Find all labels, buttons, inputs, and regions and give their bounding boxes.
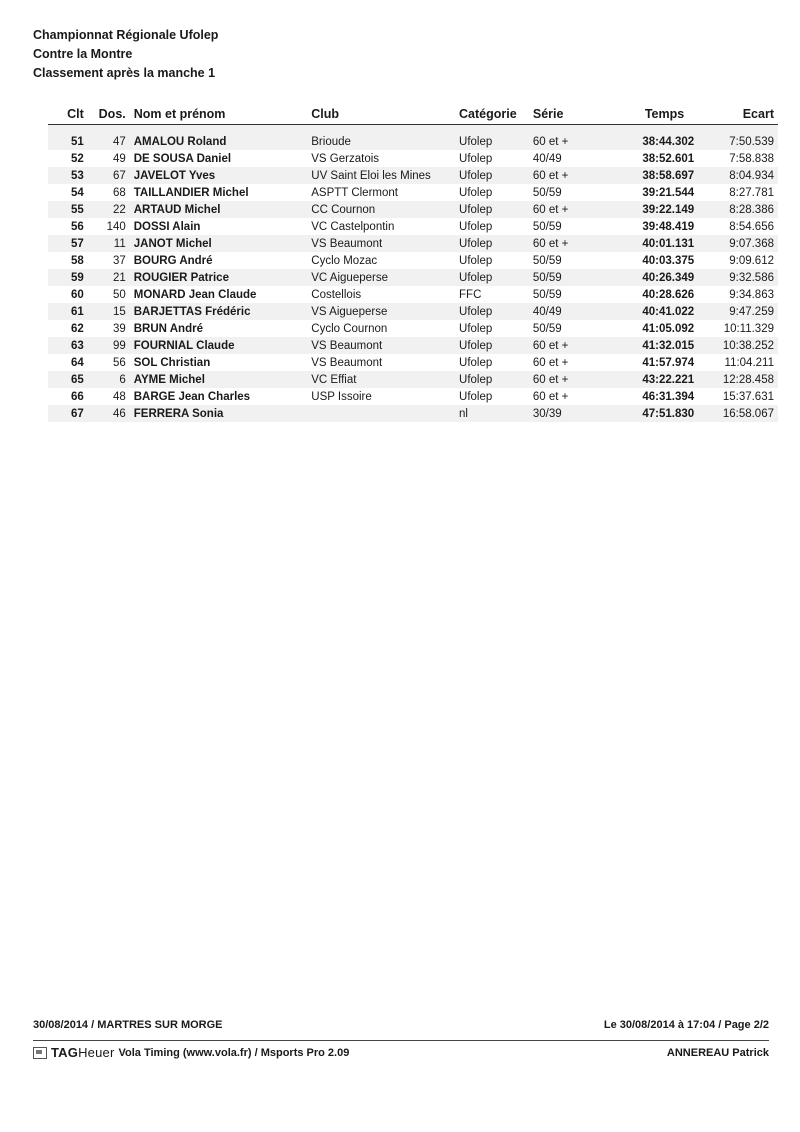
rider-name-cell: DE SOUSA Daniel (133, 152, 232, 165)
category-cell: Ufolep (459, 235, 533, 252)
series-cell: 60 et + (533, 337, 603, 354)
gap-cell: 9:07.368 (694, 235, 778, 252)
rider-name-cell: JANOT Michel (134, 235, 312, 252)
rank-cell: 65 (48, 371, 90, 388)
rider-name-cell: FERRERA Sonia (134, 405, 312, 422)
rank-cell: 51 (48, 125, 90, 151)
brand-logo-light: Heuer (78, 1045, 115, 1060)
bib-cell: 48 (112, 390, 126, 403)
document-header (33, 26, 218, 83)
event-date-location: 30/08/2014 / MARTRES SUR MORGE (33, 1019, 223, 1031)
column-header-gap: Ecart (694, 104, 778, 125)
rank-cell: 63 (48, 337, 90, 354)
rank-cell: 58 (71, 254, 84, 267)
table-row (48, 125, 778, 151)
series-cell: 60 et + (532, 390, 569, 403)
bib-cell: 68 (112, 186, 126, 199)
category-cell: Ufolep (459, 201, 533, 218)
series-cell: 50/59 (532, 220, 562, 233)
software-credit: Vola Timing (www.vola.fr) / Msports Pro 2.09 (118, 1046, 350, 1059)
table-row (48, 354, 778, 371)
bib-cell: 140 (106, 220, 126, 233)
category-cell: Ufolep (459, 356, 493, 369)
club-cell: UV Saint Eloi les Mines (311, 167, 459, 184)
rider-name-cell: MONARD Jean Claude (133, 288, 257, 301)
results-body (48, 125, 778, 423)
bib-cell: 50 (112, 288, 126, 301)
rank-cell: 67 (48, 405, 90, 422)
rank-cell: 66 (71, 390, 84, 403)
time-cell: 40:26.349 (603, 269, 695, 286)
table-row (48, 320, 778, 337)
table-row (48, 269, 778, 286)
column-header-series: Série (533, 104, 603, 125)
bib-cell: 49 (112, 152, 126, 165)
rider-name-cell: ARTAUD Michel (134, 201, 312, 218)
timing-credit (33, 1045, 349, 1060)
operator-name: ANNEREAU Patrick (666, 1047, 769, 1059)
gap-cell: 10:11.329 (723, 322, 774, 335)
category-cell: Ufolep (459, 220, 493, 233)
category-cell: Ufolep (459, 152, 493, 165)
club-cell (311, 405, 459, 422)
table-header-row (48, 104, 778, 125)
category-cell: Ufolep (459, 186, 493, 199)
rider-name-cell: DOSSI Alain (133, 220, 201, 233)
category-cell: Ufolep (459, 322, 493, 335)
bib-cell: 46 (90, 405, 134, 422)
bib-cell: 47 (90, 125, 134, 151)
bib-cell: 6 (90, 371, 134, 388)
gap-cell: 8:54.656 (729, 220, 774, 233)
table-row (48, 150, 778, 167)
club-cell: VS Gerzatois (311, 152, 380, 165)
time-cell: 40:03.375 (642, 254, 695, 267)
series-cell: 50/59 (532, 288, 562, 301)
time-cell: 38:52.601 (642, 152, 695, 165)
series-cell: 60 et + (533, 235, 603, 252)
table-row (48, 167, 778, 184)
club-cell: VC Aigueperse (311, 269, 459, 286)
gap-cell: 9:47.259 (694, 303, 778, 320)
table-row (48, 184, 778, 201)
series-cell: 60 et + (533, 125, 603, 151)
table-row (48, 303, 778, 320)
time-cell: 39:48.419 (642, 220, 695, 233)
club-cell: VS Beaumont (311, 235, 459, 252)
category-cell: Ufolep (459, 390, 493, 403)
time-cell: 41:05.092 (642, 322, 695, 335)
gap-cell: 8:27.781 (729, 186, 774, 199)
bib-cell: 15 (90, 303, 134, 320)
series-cell: 50/59 (532, 186, 562, 199)
time-cell: 40:28.626 (642, 288, 695, 301)
results-table (48, 104, 778, 422)
series-cell: 60 et + (532, 356, 569, 369)
table-row (48, 405, 778, 422)
column-header-club: Club (311, 104, 459, 125)
bib-cell: 22 (90, 201, 134, 218)
time-cell: 40:01.131 (603, 235, 695, 252)
table-row (48, 218, 778, 235)
series-cell: 60 et + (533, 167, 603, 184)
time-cell: 40:41.022 (603, 303, 695, 320)
club-cell: VS Aigueperse (311, 303, 459, 320)
time-cell: 39:22.149 (603, 201, 695, 218)
rank-cell: 52 (71, 152, 84, 165)
rank-cell: 60 (71, 288, 84, 301)
gap-cell: 15:37.631 (722, 390, 774, 403)
time-cell: 46:31.394 (642, 390, 695, 403)
rank-cell: 59 (48, 269, 90, 286)
category-cell: Ufolep (459, 371, 533, 388)
rank-cell: 53 (48, 167, 90, 184)
series-cell: 50/59 (533, 269, 603, 286)
championship-title: Championnat Régionale Ufolep (33, 28, 219, 42)
club-cell: Costellois (311, 288, 362, 301)
category-cell: FFC (459, 288, 482, 301)
category-cell: nl (459, 405, 533, 422)
rider-name-cell: ROUGIER Patrice (134, 269, 312, 286)
category-cell: Ufolep (459, 303, 533, 320)
rank-cell: 55 (48, 201, 90, 218)
table-row (48, 235, 778, 252)
column-header-time: Temps (603, 104, 695, 125)
gap-cell: 8:28.386 (694, 201, 778, 218)
rank-cell: 54 (71, 186, 84, 199)
brand-logo (51, 1045, 115, 1060)
rider-name-cell: AMALOU Roland (134, 125, 312, 151)
club-cell: USP Issoire (311, 390, 372, 403)
rank-cell: 62 (71, 322, 84, 335)
club-cell: VS Beaumont (311, 337, 459, 354)
time-cell: 39:21.544 (642, 186, 695, 199)
column-header-clt: Clt (48, 104, 90, 125)
bib-cell: 39 (112, 322, 126, 335)
gap-cell: 12:28.458 (694, 371, 778, 388)
table-row (48, 252, 778, 269)
gap-cell: 7:50.539 (694, 125, 778, 151)
time-cell: 38:58.697 (603, 167, 695, 184)
print-date-page: Le 30/08/2014 à 17:04 / Page 2/2 (603, 1019, 769, 1031)
rank-cell: 64 (71, 356, 84, 369)
category-cell: Ufolep (459, 125, 533, 151)
rank-cell: 56 (71, 220, 84, 233)
bib-cell: 21 (90, 269, 134, 286)
column-header-category: Catégorie (459, 104, 533, 125)
rider-name-cell: AYME Michel (134, 371, 312, 388)
club-cell: CC Cournon (311, 201, 459, 218)
gap-cell: 7:58.838 (729, 152, 774, 165)
gap-cell: 8:04.934 (694, 167, 778, 184)
category-cell: Ufolep (459, 269, 533, 286)
rider-name-cell: BOURG André (133, 254, 213, 267)
table-row (48, 337, 778, 354)
club-cell: ASPTT Clermont (311, 186, 398, 199)
gap-cell: 9:34.863 (729, 288, 774, 301)
rank-cell: 57 (48, 235, 90, 252)
table-row (48, 201, 778, 218)
club-cell: VC Castelpontin (311, 220, 395, 233)
bib-cell: 37 (112, 254, 126, 267)
footer-divider (33, 1040, 769, 1041)
rider-name-cell: BARJETTAS Frédéric (134, 303, 312, 320)
series-cell: 60 et + (533, 371, 603, 388)
rider-name-cell: FOURNIAL Claude (134, 337, 312, 354)
series-cell: 30/39 (533, 405, 603, 422)
rider-name-cell: BARGE Jean Charles (133, 390, 251, 403)
brand-logo-bold: TAG (51, 1045, 79, 1060)
category-cell: Ufolep (459, 254, 493, 267)
club-cell: VS Beaumont (311, 356, 383, 369)
bib-cell: 56 (112, 356, 126, 369)
category-cell: Ufolep (459, 337, 533, 354)
ranking-subtitle: Classement après la manche 1 (33, 66, 216, 80)
table-row (48, 371, 778, 388)
gap-cell: 11:04.211 (724, 356, 774, 369)
rank-cell: 61 (48, 303, 90, 320)
table-row (48, 388, 778, 405)
time-cell: 38:44.302 (603, 125, 695, 151)
series-cell: 50/59 (532, 322, 562, 335)
column-header-name: Nom et prénom (134, 104, 312, 125)
gap-cell: 16:58.067 (694, 405, 778, 422)
bib-cell: 99 (90, 337, 134, 354)
time-cell: 41:57.974 (642, 356, 695, 369)
series-cell: 40/49 (532, 152, 562, 165)
rider-name-cell: JAVELOT Yves (134, 167, 312, 184)
series-cell: 50/59 (532, 254, 562, 267)
column-header-dos: Dos. (90, 104, 134, 125)
bib-cell: 67 (90, 167, 134, 184)
category-cell: Ufolep (459, 167, 533, 184)
series-cell: 40/49 (533, 303, 603, 320)
rider-name-cell: BRUN André (133, 322, 203, 335)
club-cell: VC Effiat (311, 371, 459, 388)
club-cell: Cyclo Cournon (311, 322, 388, 335)
table-row (48, 286, 778, 303)
timing-logo-icon (33, 1047, 47, 1059)
club-cell: Cyclo Mozac (311, 254, 378, 267)
event-type: Contre la Montre (33, 47, 133, 61)
gap-cell: 9:09.612 (729, 254, 774, 267)
time-cell: 43:22.221 (603, 371, 695, 388)
rider-name-cell: TAILLANDIER Michel (133, 186, 249, 199)
club-cell: Brioude (311, 125, 459, 151)
rider-name-cell: SOL Christian (133, 356, 211, 369)
gap-cell: 10:38.252 (694, 337, 778, 354)
bib-cell: 11 (90, 235, 134, 252)
series-cell: 60 et + (533, 201, 603, 218)
time-cell: 41:32.015 (603, 337, 695, 354)
gap-cell: 9:32.586 (694, 269, 778, 286)
time-cell: 47:51.830 (603, 405, 695, 422)
